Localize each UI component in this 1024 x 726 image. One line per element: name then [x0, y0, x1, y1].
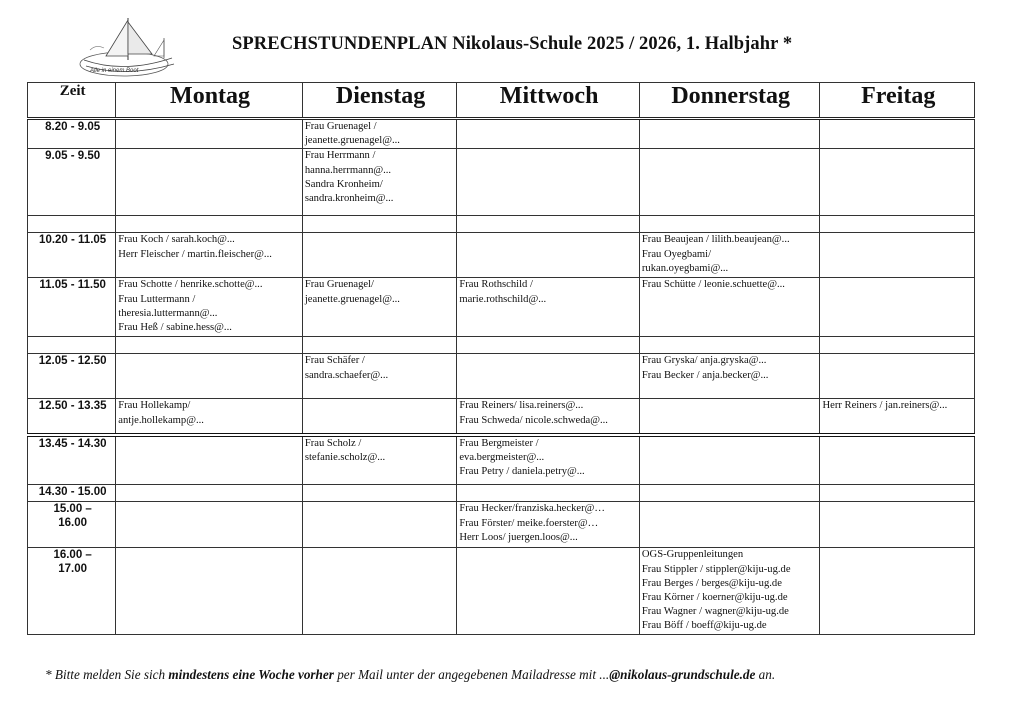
time-slot-text: 12.50 - 13.35	[38, 400, 107, 413]
cell-tuesday	[302, 548, 456, 634]
header-day-monday: Montag	[116, 83, 303, 119]
cell-wednesday	[457, 502, 640, 548]
cell-thursday	[639, 216, 820, 233]
time-slot	[28, 119, 116, 149]
cell-entry: Frau Luttermann /	[118, 293, 196, 305]
cell-entry: Frau Gryska/ anja.gryska@...	[641, 355, 767, 367]
time-slot	[28, 399, 116, 435]
cell-thursday	[639, 502, 820, 548]
table-row	[28, 502, 975, 548]
cell-entry: Frau Körner / koerner@kiju-ug.de	[641, 592, 788, 604]
cell-wednesday	[457, 216, 640, 233]
time-slot-text: 10.20 - 11.05	[39, 234, 107, 247]
cell-thursday	[639, 485, 820, 502]
header-zeit: Zeit	[28, 83, 116, 119]
time-slot	[28, 149, 116, 216]
time-slot	[28, 233, 116, 278]
cell-monday	[116, 233, 303, 278]
cell-entry: Frau Scholz /	[304, 437, 362, 449]
time-slot-text: 16.00 –	[53, 549, 92, 562]
cell-entry: Frau Berges / berges@kiju-ug.de	[641, 577, 782, 589]
cell-monday	[116, 548, 303, 634]
table-row	[28, 354, 975, 399]
cell-wednesday	[457, 354, 640, 399]
cell-friday	[820, 502, 975, 548]
cell-monday	[116, 354, 303, 399]
cell-tuesday	[302, 149, 456, 216]
school-logo	[76, 14, 186, 78]
cell-entry: Frau Reiners/ lisa.reiners@...	[459, 400, 584, 412]
cell-entry: Frau Schweda/ nicole.schweda@...	[459, 414, 608, 426]
time-slot	[28, 337, 116, 354]
schedule-table	[27, 82, 975, 635]
time-slot-text: 16.00	[58, 517, 88, 530]
cell-entry: Sandra Kronheim/	[304, 178, 383, 190]
cell-entry: Frau Gruenagel/	[304, 279, 374, 291]
table-row	[28, 548, 975, 634]
cell-entry: hanna.herrmann@...	[304, 164, 392, 176]
header-row	[28, 83, 975, 119]
header-day-tuesday: Dienstag	[302, 83, 456, 119]
cell-friday	[820, 216, 975, 233]
table-row	[28, 435, 975, 485]
time-slot-text: 15.00 –	[53, 503, 92, 516]
cell-wednesday	[457, 399, 640, 435]
cell-monday	[116, 485, 303, 502]
time-slot-text: 14.30 - 15.00	[38, 486, 107, 499]
cell-entry: Frau Beaujean / lilith.beaujean@...	[641, 234, 790, 246]
cell-thursday	[639, 354, 820, 399]
cell-friday	[820, 548, 975, 634]
cell-entry: Frau Schäfer /	[304, 355, 365, 367]
header-day-thursday: Donnerstag	[639, 83, 820, 119]
cell-wednesday	[457, 119, 640, 149]
cell-entry: OGS-Gruppenleitungen	[641, 549, 744, 561]
header-day-wednesday: Mittwoch	[457, 83, 640, 119]
cell-tuesday	[302, 337, 456, 354]
cell-wednesday	[457, 278, 640, 337]
time-slot	[28, 354, 116, 399]
cell-monday	[116, 216, 303, 233]
table-row	[28, 233, 975, 278]
cell-entry: sandra.kronheim@...	[304, 193, 394, 205]
cell-wednesday	[457, 149, 640, 216]
cell-entry: Frau Gruenagel /	[304, 121, 377, 132]
cell-entry: Frau Herrmann /	[304, 150, 376, 162]
cell-entry: jeanette.gruenagel@...	[304, 293, 400, 305]
cell-wednesday	[457, 485, 640, 502]
cell-entry: stefanie.scholz@...	[304, 452, 386, 464]
cell-entry: Frau Böff / boeff@kiju-ug.de	[641, 620, 767, 632]
cell-thursday	[639, 119, 820, 149]
cell-thursday	[639, 337, 820, 354]
cell-entry: eva.bergmeister@...	[459, 452, 545, 464]
footnote-pre: * Bitte melden Sie sich	[45, 667, 169, 682]
cell-monday	[116, 119, 303, 149]
footnote-post: an.	[755, 667, 776, 682]
cell-thursday	[639, 435, 820, 485]
time-slot	[28, 502, 116, 548]
cell-monday	[116, 502, 303, 548]
header-day-friday: Freitag	[820, 83, 975, 119]
cell-friday	[820, 485, 975, 502]
cell-monday	[116, 278, 303, 337]
cell-entry: antje.hollekamp@...	[118, 414, 204, 426]
cell-entry: Frau Koch / sarah.koch@...	[118, 234, 235, 246]
cell-entry: Frau Stippler / stippler@kiju-ug.de	[641, 563, 791, 575]
time-slot	[28, 485, 116, 502]
time-slot	[28, 435, 116, 485]
cell-entry: Frau Rothschild /	[459, 279, 533, 291]
cell-entry: Frau Bergmeister /	[459, 437, 539, 449]
cell-entry: jeanette.gruenagel@...	[304, 135, 400, 147]
cell-thursday	[639, 278, 820, 337]
cell-friday	[820, 399, 975, 435]
cell-tuesday	[302, 278, 456, 337]
table-row	[28, 485, 975, 502]
svg-text:Alle in einem Boot: Alle in einem Boot	[90, 68, 139, 74]
table-row	[28, 149, 975, 216]
cell-monday	[116, 337, 303, 354]
cell-friday	[820, 435, 975, 485]
cell-tuesday	[302, 216, 456, 233]
cell-entry: Frau Schotte / henrike.schotte@...	[118, 279, 263, 291]
time-slot-text: 13.45 - 14.30	[38, 437, 107, 450]
time-slot-text: 12.05 - 12.50	[38, 355, 107, 368]
cell-monday	[116, 399, 303, 435]
cell-wednesday	[457, 435, 640, 485]
cell-entry: Frau Becker / anja.becker@...	[641, 369, 769, 381]
table-row	[28, 216, 975, 233]
cell-entry: Herr Loos/ juergen.loos@...	[459, 531, 578, 543]
cell-entry: Frau Förster/ meike.foerster@…	[459, 517, 599, 529]
cell-friday	[820, 354, 975, 399]
footnote-mid: per Mail unter der angegebenen Mailadresse mit ...	[333, 667, 610, 682]
cell-friday	[820, 119, 975, 149]
cell-tuesday	[302, 502, 456, 548]
cell-entry: Herr Fleischer / martin.fleischer@...	[118, 248, 272, 260]
cell-monday	[116, 149, 303, 216]
cell-entry: sandra.schaefer@...	[304, 369, 389, 381]
schedule-body	[28, 119, 975, 635]
time-slot-text: 17.00	[58, 563, 88, 576]
cell-tuesday	[302, 485, 456, 502]
cell-tuesday	[302, 119, 456, 149]
cell-entry: Frau Hecker/franziska.hecker@…	[459, 503, 605, 515]
cell-friday	[820, 278, 975, 337]
cell-friday	[820, 149, 975, 216]
cell-entry: marie.rothschild@...	[459, 293, 547, 305]
cell-entry: Frau Wagner / wagner@kiju-ug.de	[641, 606, 789, 618]
cell-entry: Frau Hollekamp/	[118, 400, 191, 412]
cell-entry: rukan.oyegbami@...	[641, 262, 729, 274]
cell-tuesday	[302, 354, 456, 399]
cell-tuesday	[302, 233, 456, 278]
cell-tuesday	[302, 399, 456, 435]
table-row	[28, 399, 975, 435]
page-title: SPRECHSTUNDENPLAN Nikolaus-Schule 2025 / 2026, 1. Halbjahr *	[232, 34, 793, 54]
cell-entry: Frau Oyegbami/	[641, 248, 712, 260]
cell-wednesday	[457, 337, 640, 354]
time-slot	[28, 278, 116, 337]
cell-thursday	[639, 548, 820, 634]
cell-thursday	[639, 149, 820, 216]
footnote-bold-domain: @nikolaus-grundschule.de	[609, 667, 756, 682]
cell-wednesday	[457, 548, 640, 634]
cell-wednesday	[457, 233, 640, 278]
time-slot-text: 11.05 - 11.50	[39, 279, 106, 292]
cell-thursday	[639, 399, 820, 435]
footnote-bold-deadline: mindestens eine Woche vorher	[168, 667, 334, 682]
cell-entry: Frau Schütte / leonie.schuette@...	[641, 279, 785, 291]
cell-tuesday	[302, 435, 456, 485]
cell-friday	[820, 233, 975, 278]
time-slot-text: 8.20 - 9.05	[45, 121, 101, 133]
time-slot	[28, 548, 116, 634]
cell-friday	[820, 337, 975, 354]
table-row	[28, 119, 975, 149]
cell-entry: Herr Reiners / jan.reiners@...	[822, 400, 948, 412]
cell-entry: Frau Petry / daniela.petry@...	[459, 466, 585, 478]
cell-monday	[116, 435, 303, 485]
time-slot	[28, 216, 116, 233]
cell-entry: Frau Heß / sabine.hess@...	[118, 322, 232, 334]
cell-thursday	[639, 233, 820, 278]
table-row	[28, 278, 975, 337]
table-row	[28, 337, 975, 354]
footnote	[45, 667, 775, 683]
time-slot-text: 9.05 - 9.50	[45, 150, 101, 163]
cell-entry: theresia.luttermann@...	[118, 307, 218, 319]
